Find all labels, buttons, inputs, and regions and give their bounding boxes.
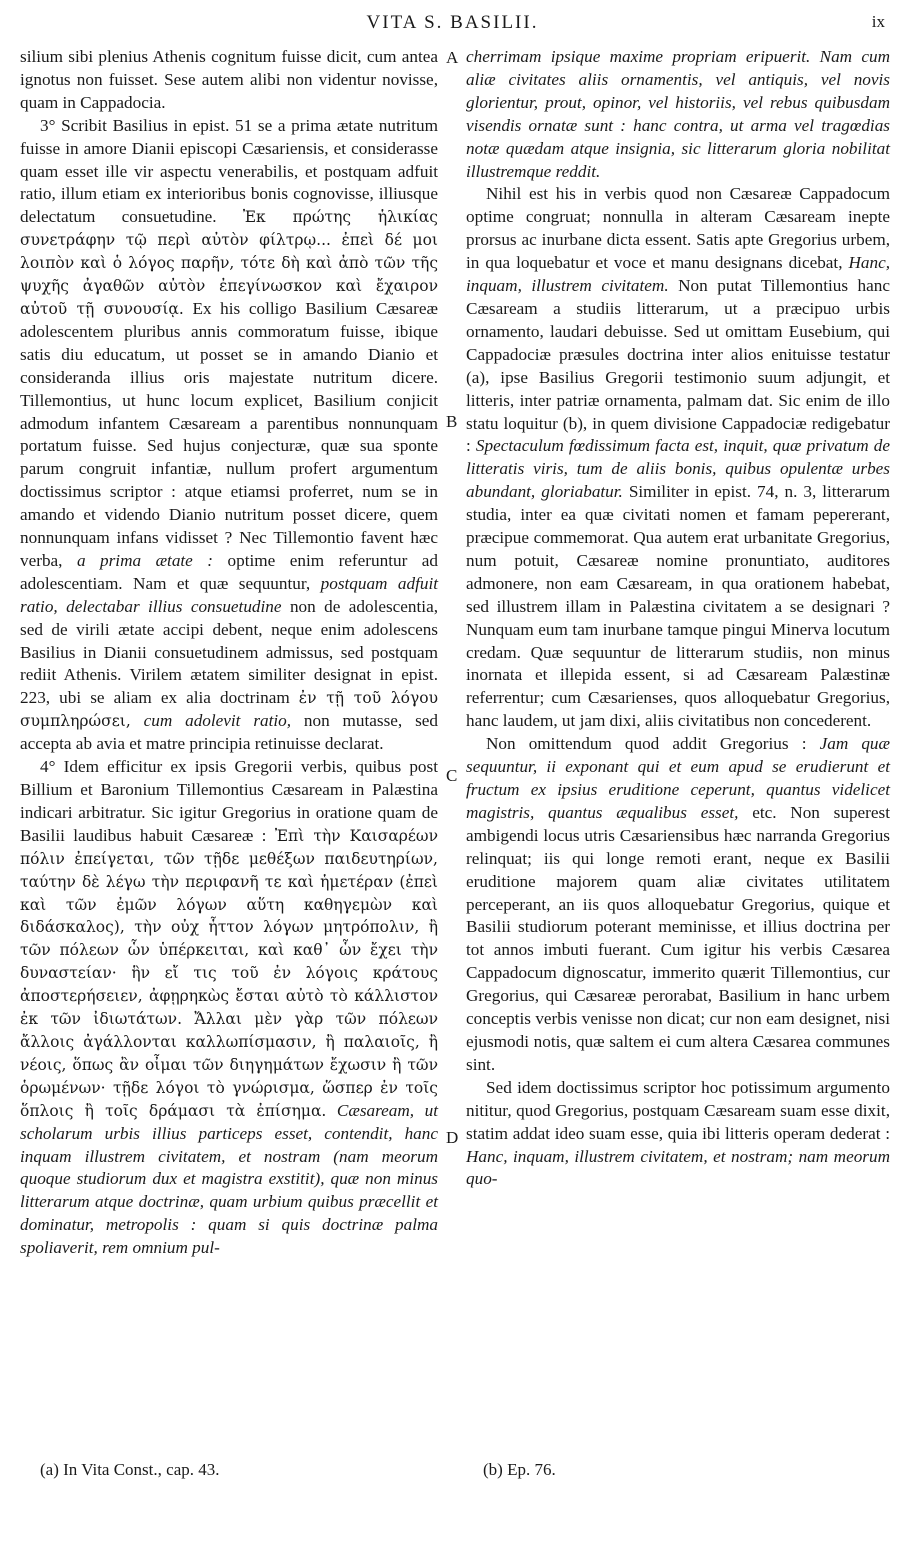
paragraph: 4° Idem efficitur ex ipsis Gregorii verbis, quibus post Billium et Baronium Tillemontius Cæsaream in Palæstina indicari arbitratur. Sic igitur Gregorius in oratione quam de Basilii laudibus habuit Cæsareæ : Ἐπὶ τὴν Καισαρέων πόλιν ἐπείγεται, τῶν τῇδε μεθέξων παιδευτηρίων, ταύτην δὲ λέγω τὴν περιφανῆ τε καὶ ἡμετέραν (ἐπεὶ καὶ τῶν ἐμῶν λόγων αὕτη καθηγεμὼν καὶ διδάσκαλος), τὴν οὐχ ἧττον λόγων μητρόπολιν, ἢ τῶν πόλεων ὧν ὑπέρκειται, καὶ καθ᾽ ὧν ἔχει τὴν δυναστείαν· ἣν εἴ τις τοῦ ἐν λόγοις κράτους ἀποστερήσειεν, ἀφῃρηκὼς ἔσται αὐτὸ τὸ κάλλιστον ἐκ τῶν ἰδιωτάτων. Ἄλλαι μὲν γὰρ τῶν πόλεων ἄλλοις ἀγάλλονται καλλωπίσμασιν, ἢ παλαιοῖς, ἢ νέοις, ὅπως ἂν οἶμαι τῶν διηγημάτων ἔχωσιν ἢ τῶν ὁρωμένων· τῇδε λόγοι τὸ γνώρισμα, ὥσπερ ἐν τοῖς ὅπλοις ἢ τοῖς δράμασι τὰ ἐπίσημα. Cæsaream, ut scholarum urbis illius particeps esset, contendit, hanc inquam illustrem civitatem, et nostram (nam meorum quoque studiorum dux et magistra exstitit), quæ non minus litterarum atque doctrinæ, quam urbium quibus præcellit et dominatur, metropolis : quam si quis doctrinæ palma spoliaverit, rem omnium pul- (20, 757, 438, 1258)
margin-marker-b: B (446, 412, 458, 431)
page-number: ix (871, 12, 885, 31)
running-title: VITA S. BASILII. (366, 12, 539, 33)
paragraph: Non omittendum quod addit Gregorius : Jam quæ sequuntur, ii exponant qui et eum apud se erudierunt et fructum ex ipsius eruditione ceperunt, quantus videlicet magistris, quantus æqualibus esset, etc. Non superest ambigendi locus utris Cæsariensibus hæc narranda Gregorius relinquat; iis qui longe remoti erant, neque ex Basilii eruditione majorem quam aliæ civitates utilitatem perceperant, an iis quos alloquebatur Gregorius, quique et Basilii studiorum poterant meminisse, et illius doctrina per tot annos imbuti fuerant. Cum igitur his verbis Cæsarea Cappadocum dignoscatur, immerito quærit Tillemontius, cur Gregorius, qui Cæsareæ perorabat, Basilium in hanc urbem conceptis verbis venisse non dicat; cur non eam designet, nisi ejusmodi notis, quæ saltem ei cum altera Cæsarea communes sint. (466, 734, 890, 1074)
greek-quote: Ἐπὶ τὴν Καισαρέων πόλιν ἐπείγεται, τῶν τῇδε μεθέξων παιδευτηρίων, ταύτην δὲ λέγω τὴν περιφανῆ τε καὶ ἡμετέραν (ἐπεὶ καὶ τῶν ἐμῶν λόγων αὕτη καθηγεμὼν καὶ διδάσκαλος), τὴν οὐχ ἧττον λόγων μητρόπολιν, ἢ τῶν πόλεων ὧν ὑπέρκειται, καὶ καθ᾽ ὧν ἔχει τὴν δυναστείαν· ἣν εἴ τις τοῦ ἐν λόγοις κράτους ἀποστερήσειεν, ἀφῃρηκὼς ἔσται αὐτὸ τὸ κάλλιστον ἐκ τῶν ἰδιωτάτων. Ἄλλαι μὲν γὰρ τῶν πόλεων ἄλλοις ἀγάλλονται καλλωπίσμασιν, ἢ παλαιοῖς, ἢ νέοις, ὅπως ἂν οἶμαι τῶν διηγημάτων ἔχωσιν ἢ τῶν ὁρωμένων· τῇδε λόγοι τὸ γνώρισμα, ὥσπερ ἐν τοῖς ὅπλοις ἢ τοῖς δράμασι τὰ ἐπίσημα. (20, 826, 438, 1120)
right-column (466, 46, 890, 1191)
footnote-b: (b) Ep. 76. (483, 1460, 556, 1479)
greek-quote: ἐν τῇ τοῦ λόγου συμπληρώσει, (20, 689, 439, 731)
paragraph: Sed idem doctissimus scriptor hoc potissimum argumento nititur, quod Gregorius, postquam Cæsaream suam esse dixit, statim addat ideo suam esse, quia ibi litteris operam dederat : Hanc, inquam, illustrem civitatem, et nostram; nam meorum quo- (466, 1077, 890, 1189)
paragraph: silium sibi plenius Athenis cognitum fuisse dicit, cum antea ignotus non fuisset. Sese autem alibi non videntur novisse, quam in Cappadocia. (20, 47, 438, 112)
paragraph: Nihil est his in verbis quod non Cæsareæ Cappadocum optime congruat; nonnulla in alteram Cæsaream inepte prorsus ac inurbane dicta essent. Satis apte Gregorius urbem, in qua loquebatur et voce et manu designans dicebat, Hanc, inquam, illustrem civitatem. Non putat Tillemontius hanc Cæsaream a studiis litterarum, ut a præcipuo urbis ornamento, laudari debuisse. Sed ut omittam Eusebium, qui Cappadociæ præsules doctrina inter alios enituisse testatur (a), ipse Basilius Gregorii testimonio suum adjungit, et litteris, inter patriæ ornamenta, palmam dat. Sic enim de illo statu loquitur (b), in quem divisione Cappadociæ redigebatur : Spectaculum fœdissimum facta est, inquit, quæ privatum de litteratis viris, tum de aliis bonis, quibus opulentæ urbes abundant, gloriabatur. Similiter in epist. 74, n. 3, litterarum studia, inter ea quæ civitati nomen et famam pepererant, præcipue commemorat. Qua autem erat urbanitate Gregorius, num potuit, Cæsareæ nomine pronuntiato, auditores admonere, non eam Cæsaream, in qua orationem habebat, sed illustrem illam in Palæstina civitatem a se designari ? Nunquam eum tam inurbane tamque pingui Minerva locutum credam. Quæ sequuntur de litterarum studiis, non minus inornata et illepida essent, si ad Cæsaream Palæstinæ referrentur; cum Cæsarienses, quos alloquebatur Gregorius, hanc laudem, ut jam dixi, aliis civitatibus non concederent. (466, 184, 890, 731)
paragraph: 3° Scribit Basilius in epist. 51 se a prima ætate nutritum fuisse in amore Dianii episcopi Cæsariensis, et considerasse quam esset ille vir aspectu venerabilis, et postquam adfuit ratio, illum etiam ex interioribus bonis cognovisse, illiusque delectatum consuetudine. Ἐκ πρώτης ἡλικίας συνετράφην τῷ περὶ αὐτὸν φίλτρῳ... ἐπεὶ δέ μοι λοιπὸν καὶ ὁ λόγος παρῆν, τότε δὴ καὶ ἀπὸ τῶν τῆς ψυχῆς ἀγαθῶν αὐτὸν ἐπεγίνωσκον καὶ ἔχαιρον αὐτοῦ τῇ συνουσίᾳ. Ex his colligo Basilium Cæsareæ adolescentem pluribus annis commoratum fuisse, ibique satis diu educatum, ut posset se in amando Dianio et consideranda illius oris majestate nutritum dicere. Tillemontius, ut hunc locum explicet, Basilium conjicit admodum infantem Cæsaream a parentibus nonnunquam portatum fuisse. Sed hujus conjecturæ, quæ sua sponte parum congruit infantiæ, nullum profert argumentum doctissimus scriptor : atque etiamsi proferret, num se in amando et videndo Dianio nutritum posset dicere, quem nonnunquam infans vidisset ? Nec Tillemontio favent hæc verba, a prima ætate : optime enim referuntur ad adolescentiam. Nam et quæ sequuntur, postquam adfuit ratio, delectabar illius consuetudine non de adolescentia, sed de virili ætate accipi debent, neque enim adolescens Basilius in Dianii consuetudinem admissus, sed postquam rediit Athenis. Virilem ætatem similiter designat in epist. 223, ubi se aliam ex alia doctrinam ἐν τῇ τοῦ λόγου συμπληρώσει, cum adolevit ratio, non mutasse, sed accepta ab avia et matre principia retinuisse declarat. (20, 115, 439, 754)
margin-marker-c: C (446, 766, 458, 785)
left-column (20, 46, 438, 1260)
footnote-a: (a) In Vita Const., cap. 43. (40, 1460, 220, 1479)
greek-quote: Ἐκ πρώτης ἡλικίας συνετράφην τῷ περὶ αὐτὸν φίλτρῳ... ἐπεὶ δέ μοι λοιπὸν καὶ ὁ λόγος παρῆν, τότε δὴ καὶ ἀπὸ τῶν τῆς ψυχῆς ἀγαθῶν αὐτὸν ἐπεγίνωσκον καὶ ἔχαιρον αὐτοῦ τῇ συνουσίᾳ. (20, 208, 438, 318)
margin-marker-a: A (446, 48, 459, 67)
running-head (0, 8, 905, 40)
paragraph: cherrimam ipsique maxime propriam eripuerit. Nam cum aliæ civitates aliis ornamentis, vel antiquis, vel novis glorientur, prout, opinor, vel historiis, vel rebus quibusdam visendis ornatæ sunt : hanc contra, ut arma vel tragœdias notæ quædam atque insignia, sic litterarum gloria nobilitat illustremque reddit. (466, 47, 890, 181)
margin-marker-d: D (446, 1128, 459, 1147)
